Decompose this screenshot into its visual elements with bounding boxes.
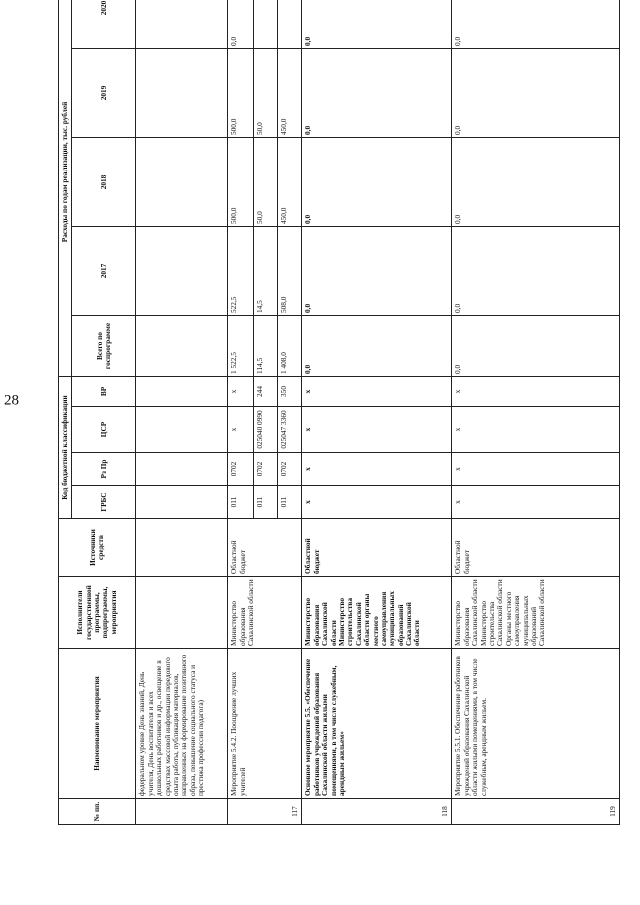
cell-2018: 0,0: [302, 137, 452, 226]
cell-name: Мероприятие 5.5.1. Обеспечение работников учреждений образования Сахалинской области жилыми помещениями, в том числе служебным, арендным жильем.: [452, 649, 620, 799]
table-row-119: [452, 0, 620, 825]
cell-vr: 350: [278, 376, 302, 406]
cell-source: Областной бюджет: [302, 519, 452, 577]
cell-rzpr: x: [452, 453, 620, 486]
cell-num: 117: [228, 799, 302, 825]
header-budget-code: Код бюджетной классификации: [59, 376, 72, 518]
cell-grbs: x: [302, 486, 452, 519]
cell-source: [136, 519, 228, 577]
cell-2020: 0,0: [228, 0, 254, 48]
cell-2020: [254, 0, 278, 48]
cell-executor: [136, 577, 228, 649]
header-total: Всего по госпрограмме: [72, 315, 136, 376]
header-2019: 2019: [72, 48, 136, 137]
table-row-continuation: [136, 0, 228, 825]
header-name: Наименование мероприятия: [59, 649, 136, 799]
rotated-table-container: [4, 0, 633, 825]
cell-csr: 025040 0990: [254, 407, 278, 453]
cell-2017: 14,5: [254, 226, 278, 315]
cell-num: 119: [452, 799, 620, 825]
header-vr: ВР: [72, 376, 136, 406]
cell-grbs: 011: [278, 486, 302, 519]
header-expenses: Расходы по годам реализации, тыс. рублей: [59, 0, 72, 376]
header-row-1: [59, 0, 72, 825]
cell-2020: 0,0: [302, 0, 452, 48]
header-sources: Источники средств: [59, 519, 136, 577]
header-2018: 2018: [72, 137, 136, 226]
cell-rzpr: 0702: [278, 453, 302, 486]
cell-executor: Министерство образования Сахалинской области: [228, 577, 302, 649]
header-2017: 2017: [72, 226, 136, 315]
cell-2018: 50,0: [254, 137, 278, 226]
budget-table: [58, 0, 620, 825]
header-num: № пп.: [59, 799, 136, 825]
cell-grbs: 011: [254, 486, 278, 519]
cell-name: Основное мероприятие 5.5. «Обеспечение работников учреждений образования Сахалинской области жилыми помещениями, в том числе служебным, арендным жильем»: [302, 649, 452, 799]
cell-total: 0,0: [452, 315, 620, 376]
cell-2020: [278, 0, 302, 48]
cell-num: 118: [302, 799, 452, 825]
cell-total: 0,0: [302, 315, 452, 376]
cell-source: Областной бюджет: [228, 519, 302, 577]
cell-csr: x: [452, 407, 620, 453]
cell-2017: 522,5: [228, 226, 254, 315]
cell-csr: 025047 3360: [278, 407, 302, 453]
cell-source: Областной бюджет: [452, 519, 620, 577]
header-csr: ЦСР: [72, 407, 136, 453]
cell-2017: 0,0: [452, 226, 620, 315]
cell-name: федеральном уровне День знаний, День учителя, День воспитателя и всех дошкольных работников и др., освещение в средствах массовой информации передового опыта работы, публикация материалов, направленных на формирование позитивного образа, повышение социального статуса и престижа профессии педагога): [136, 649, 228, 799]
cell-total: 1 408,0: [278, 315, 302, 376]
cell-vr: x: [228, 376, 254, 406]
table-row-118: [302, 0, 452, 825]
cell-num: [136, 799, 228, 825]
cell-2019: 50,0: [254, 48, 278, 137]
cell-csr: x: [302, 407, 452, 453]
cell-rzpr: 0702: [254, 453, 278, 486]
cell-executor: Министерство образования Сахалинской области Министерство строительства Сахалинской области органы местного самоуправления муниципальных образований Сахалинской области: [302, 577, 452, 649]
cell-grbs: x: [452, 486, 620, 519]
cell-total: 114,5: [254, 315, 278, 376]
cell-vr: x: [302, 376, 452, 406]
header-2020: 2020: [72, 0, 136, 48]
cell-vr: 244: [254, 376, 278, 406]
cell-2019: 0,0: [452, 48, 620, 137]
cell-2019: 0,0: [302, 48, 452, 137]
cell-executor: Министерство образования Сахалинской области Министерство строительства Сахалинской области Органы местного самоуправления муниципальных образований Сахалинской области: [452, 577, 620, 649]
cell-vr: x: [452, 376, 620, 406]
cell-rzpr: x: [302, 453, 452, 486]
header-rzpr: Рз Пр: [72, 453, 136, 486]
page-number: 28: [4, 392, 19, 409]
cell-rzpr: 0702: [228, 453, 254, 486]
header-executors: Исполнители государственной программы, подпрограммы, мероприятия: [59, 577, 136, 649]
cell-2019: 500,0: [228, 48, 254, 137]
cell-2020: 0,0: [452, 0, 620, 48]
cell-name: Мероприятие 5.4.2. Поощрение лучших учителей: [228, 649, 302, 799]
header-grbs: ГРБС: [72, 486, 136, 519]
cell-2018: 0,0: [452, 137, 620, 226]
cell-2017: 0,0: [302, 226, 452, 315]
cell-2019: 450,0: [278, 48, 302, 137]
cell-total: 1 522,5: [228, 315, 254, 376]
cell-2018: 500,0: [228, 137, 254, 226]
cell-2018: 450,0: [278, 137, 302, 226]
cell-2017: 508,0: [278, 226, 302, 315]
cell-grbs: 011: [228, 486, 254, 519]
table-row-117: [228, 0, 254, 825]
cell-csr: x: [228, 407, 254, 453]
